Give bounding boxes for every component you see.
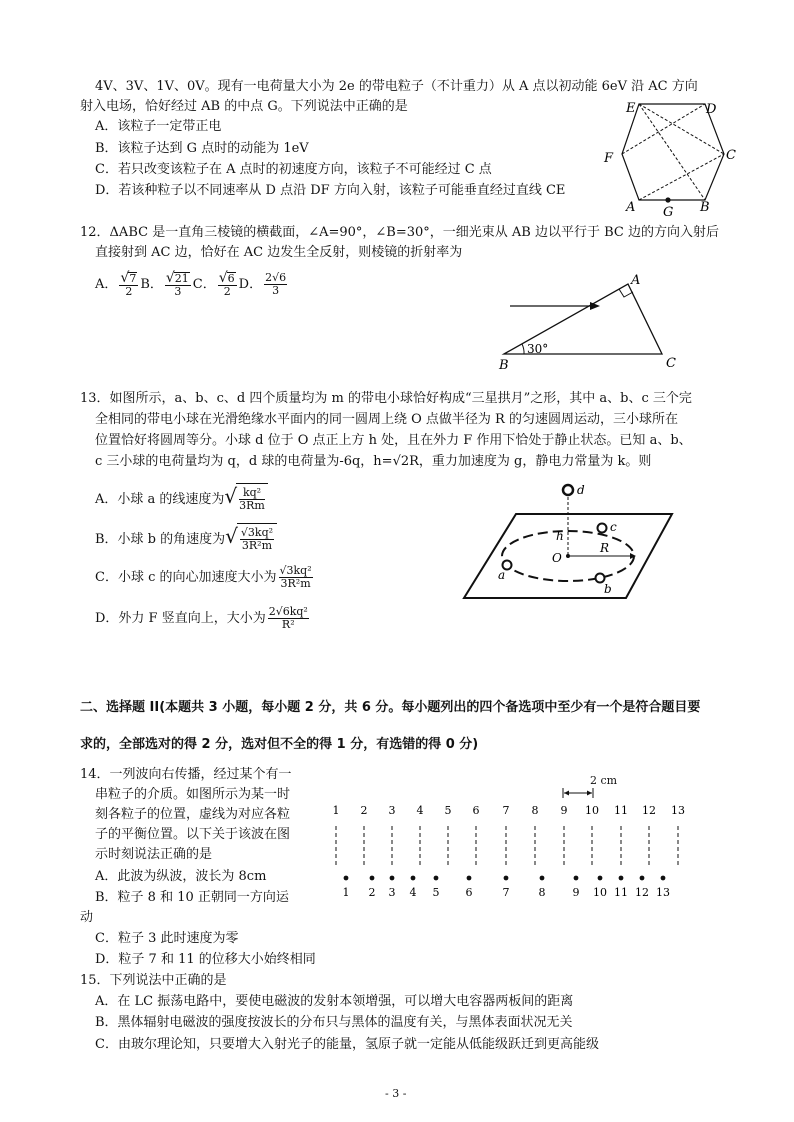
q15-option-c: C．由玻尔理论知，只要增大入射光子的能量，氢原子就一定能从低能级跃迁到更高能级 (95, 1037, 599, 1052)
label-f: F (604, 151, 614, 166)
particle-label-12: 12 (635, 886, 649, 899)
angle-label: 30° (527, 342, 549, 356)
equilibrium-label-10: 10 (585, 804, 599, 817)
particle-label-8: 8 (538, 886, 546, 899)
wave-particles-figure (326, 792, 696, 904)
q11-option-d: D．若该种粒子以不同速率从 D 点沿 DF 方向入射，该粒子可能垂直经过直线 CE (95, 183, 566, 198)
equilibrium-label-6: 6 (472, 804, 480, 817)
equilibrium-label-13: 13 (671, 804, 685, 817)
q13-line2: 全相同的带电小球在光滑绝缘水平面内的同一圆周上绕 O 点做半径为 R 的匀速圆周运动，三小球所在 (95, 412, 678, 427)
equilibrium-label-4: 4 (416, 804, 424, 817)
center-label-o: O (552, 551, 562, 565)
q12-line1: 12．ΔABC 是一直角三棱镜的横截面，∠A=90°，∠B=30°，一细光束从 AB 边以平行于 BC 边的方向入射后 (80, 225, 719, 240)
q13-option-a: A．小球 a 的线速度为√ $\frac{\text{kq²}}{3Rm}$ (95, 480, 268, 516)
q14-line5: 示时刻说法正确的是 (95, 847, 213, 862)
ball-label-d: d (577, 483, 585, 497)
label-b: B (700, 200, 710, 215)
q15-option-b: B．黑体辐射电磁波的强度按波长的分布只与黑体的温度有关，与黑体表面状况无关 (95, 1015, 573, 1030)
label-d: D (706, 102, 717, 117)
particle-label-2: 2 (368, 886, 376, 899)
q14-option-d: D．粒子 7 和 11 的位移大小始终相同 (95, 952, 316, 967)
q14-option-c: C．粒子 3 此时速度为零 (95, 931, 239, 946)
q14-line3: 刻各粒子的位置，虚线为对应各粒 (95, 807, 291, 822)
three-stars-figure (460, 478, 676, 602)
particle-label-6: 6 (465, 886, 473, 899)
q13-option-c: C．小球 c 的向心加速度大小为 $\frac{\text{√3kq²}}{\text{3R²m}}$ (95, 564, 312, 590)
q11-option-a: A．该粒子一定带正电 (95, 119, 222, 134)
scale-label: 2 cm (590, 774, 618, 787)
q12-fraction-c: $\frac{√6}{2}$ (218, 269, 235, 298)
particle-label-10: 10 (593, 886, 607, 899)
label-g: G (663, 205, 674, 220)
q14-option-a: A．此波为纵波，波长为 8cm (95, 869, 267, 884)
particle-label-4: 4 (409, 886, 417, 899)
particle-6 (467, 876, 472, 881)
equilibrium-label-5: 5 (444, 804, 452, 817)
particle-label-9: 9 (572, 886, 580, 899)
ball-label-a: a (498, 568, 506, 582)
q14-line4: 子的平衡位置。以下关于该波在图 (95, 827, 291, 842)
q12-opt-c-prefix: C． (192, 277, 216, 292)
particle-label-11: 11 (614, 886, 628, 899)
q14-line1: 14．一列波向右传播，经过某个有一 (80, 767, 292, 782)
particle-11 (619, 876, 624, 881)
height-label-h: h (556, 529, 564, 543)
q12-line2: 直接射到 AC 边，恰好在 AC 边发生全反射，则棱镜的折射率为 (95, 245, 463, 260)
q11-line2: 射入电场，恰好经过 AB 的中点 G。下列说法中正确的是 (80, 99, 408, 114)
q12-fraction-d: $\frac{2√6}{3}$ (265, 271, 287, 297)
q15-option-a: A．在 LC 振荡电路中，要使电磁波的发射本领增强，可以增大电容器两板间的距离 (95, 994, 574, 1009)
particle-label-13: 13 (656, 886, 670, 899)
q14-line2: 串粒子的介质。如图所示为某一时 (95, 787, 291, 802)
equilibrium-label-12: 12 (642, 804, 656, 817)
q12-fraction-b: $\frac{√21}{3}$ (165, 269, 189, 298)
label-a: A (626, 200, 636, 215)
q14-option-b-line2: 动 (80, 910, 94, 925)
particle-3 (390, 876, 395, 881)
ball-label-c: c (610, 520, 617, 534)
q14-option-b-line1: B．粒子 8 和 10 正朝同一方向运 (95, 890, 289, 905)
prism-label-b: B (499, 358, 509, 372)
equilibrium-label-9: 9 (560, 804, 568, 817)
equilibrium-label-7: 7 (502, 804, 510, 817)
label-c: C (726, 148, 736, 163)
q12-opt-d-prefix: D． (238, 277, 263, 292)
q12-opt-a-prefix: A． (95, 277, 118, 292)
particle-2 (370, 876, 375, 881)
particle-5 (434, 876, 439, 881)
particle-7 (504, 876, 509, 881)
section2-line1: 二、选择题 II(本题共 3 小题，每小题 2 分，共 6 分。每小题列出的四个备选项中至少有一个是符合题目要 (80, 700, 701, 715)
particle-9 (574, 876, 579, 881)
prism-label-a: A (631, 273, 641, 288)
label-e: E (626, 101, 636, 116)
q13-line4: c 三小球的电荷量均为 q，d 球的电荷量为-6q，h=√2R，重力加速度为 g，静电力常量为 k。则 (95, 454, 652, 469)
particle-4 (411, 876, 416, 881)
particle-label-5: 5 (432, 886, 440, 899)
q12-options (95, 270, 289, 300)
particle-label-7: 7 (502, 886, 510, 899)
prism-label-c: C (666, 356, 676, 371)
particle-8 (540, 876, 545, 881)
particle-12 (640, 876, 645, 881)
q13-line3: 位置恰好将圆周等分。小球 d 位于 O 点正上方 h 处，且在外力 F 作用下恰处于静止状态。已知 a、b、 (95, 433, 692, 448)
q13-option-d: D．外力 F 竖直向上，大小为 $\frac{\text{2√6kq²}}{\text{R²}}$ (95, 605, 308, 631)
q11-line1: 4V、3V、1V、0V。现有一电荷量大小为 2e 的带电粒子（不计重力）从 A 点以初动能 6eV 沿 AC 方向 (95, 79, 698, 94)
particle-label-3: 3 (388, 886, 396, 899)
q13-option-b: B．小球 b 的角速度为√ $\frac{\text{√3kq²}}{\text{3R²m}}$ (95, 520, 277, 556)
hexagon-figure (596, 96, 746, 220)
particle-1 (344, 876, 349, 881)
radius-label-r: R (600, 541, 610, 555)
equilibrium-label-8: 8 (531, 804, 539, 817)
particle-10 (598, 876, 603, 881)
page-number: - 3 - (385, 1087, 407, 1100)
q11-option-c: C．若只改变该粒子在 A 点时的初速度方向，该粒子不可能经过 C 点 (95, 162, 492, 177)
q15-line1: 15．下列说法中正确的是 (80, 973, 227, 988)
q11-option-b: B．该粒子达到 G 点时的动能为 1eV (95, 141, 309, 156)
q12-opt-b-prefix: B． (140, 277, 163, 292)
equilibrium-label-2: 2 (360, 804, 368, 817)
q12-fraction-a: $\frac{√7}{2}$ (120, 269, 137, 298)
equilibrium-label-3: 3 (388, 804, 396, 817)
q13-line1: 13．如图所示，a、b、c、d 四个质量均为 m 的带电小球恰好构成“三星拱月”之形，其中 a、b、c 三个完 (80, 391, 692, 406)
equilibrium-label-1: 1 (332, 804, 340, 817)
equilibrium-label-11: 11 (614, 804, 628, 817)
prism-figure (496, 272, 696, 372)
scale-arrow (560, 786, 600, 800)
particle-label-1: 1 (342, 886, 350, 899)
section2-line2: 求的，全部选对的得 2 分，选对但不全的得 1 分，有选错的得 0 分) (80, 737, 479, 752)
particle-13 (661, 876, 666, 881)
ball-label-b: b (604, 582, 612, 596)
